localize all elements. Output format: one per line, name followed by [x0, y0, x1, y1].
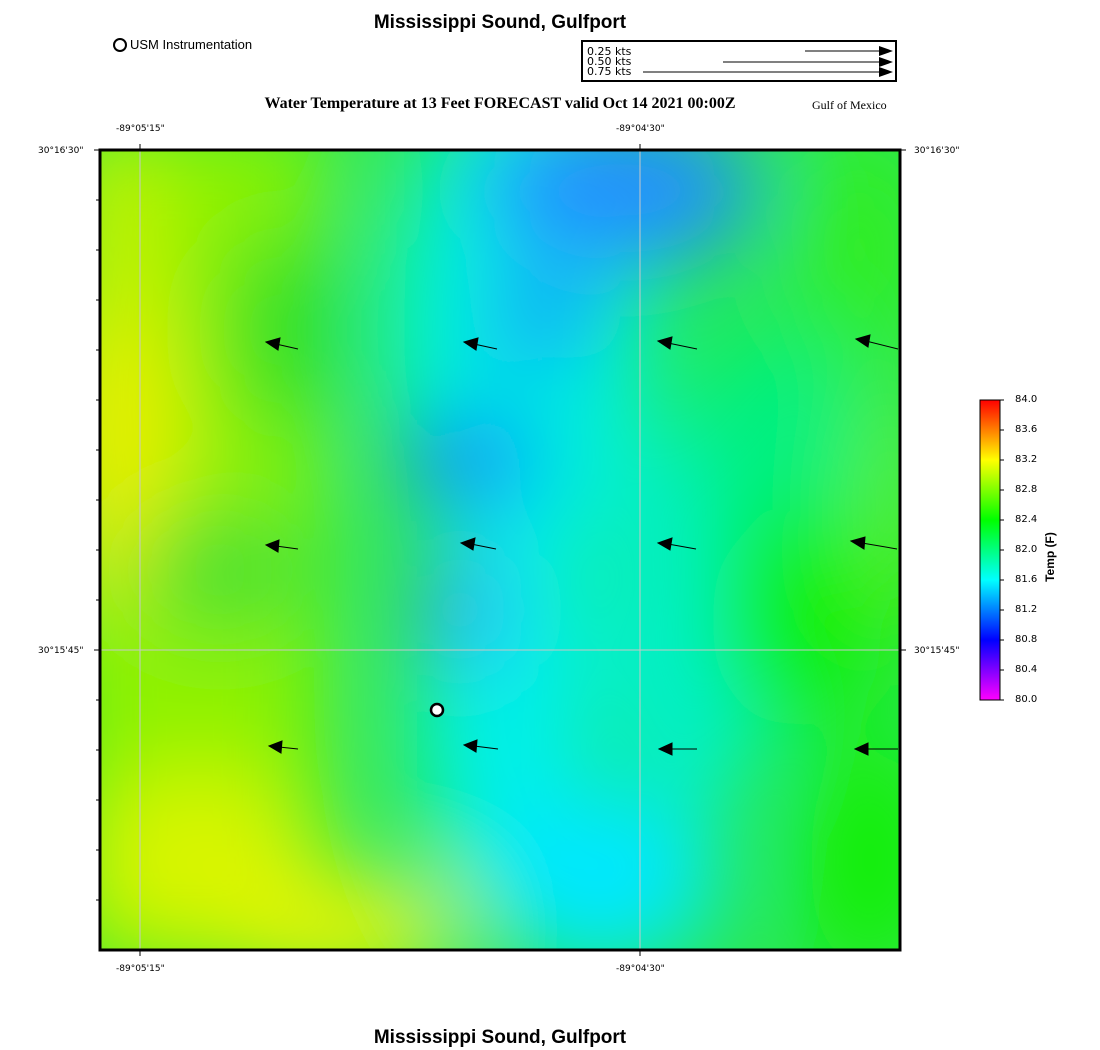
lon-label-bottom-right: -89°04'30" [616, 964, 665, 974]
colorbar-tick: 84.0 [1015, 394, 1038, 405]
colorbar-tick: 81.6 [1015, 574, 1038, 585]
colorbar-tick: 80.8 [1015, 634, 1038, 645]
region-label: Gulf of Mexico [812, 98, 887, 112]
scale-label-075: 0.75 kts [587, 65, 632, 78]
lat-label-left-top: 30°16'30" [38, 146, 84, 156]
colorbar-tick: 83.6 [1015, 424, 1038, 435]
colorbar-tick: 80.4 [1015, 664, 1038, 675]
lon-label-top-right: -89°04'30" [616, 124, 665, 134]
map-title: Mississippi Sound, Gulfport [373, 12, 627, 33]
scale-label-050: 0.50 kts [587, 55, 632, 68]
station-legend-label: USM Instrumentation [130, 37, 253, 52]
lat-label-left-bottom: 30°15'45" [38, 646, 84, 656]
footer-title: Mississippi Sound, Gulfport [373, 1027, 627, 1048]
colorbar-tick: 81.2 [1015, 604, 1038, 615]
colorbar-tick: 82.0 [1015, 544, 1038, 555]
lat-label-right-top: 30°16'30" [914, 146, 960, 156]
lon-label-bottom-left: -89°05'15" [116, 964, 165, 974]
colorbar-tick: 80.0 [1015, 694, 1038, 705]
colorbar-title: Temp (F) [1043, 532, 1057, 582]
usm-station-marker[interactable] [431, 704, 443, 716]
forecast-title: Water Temperature at 13 Feet FORECAST valid Oct 14 2021 00:00Z [264, 95, 736, 112]
temperature-field [40, 70, 930, 980]
lat-label-right-bottom: 30°15'45" [914, 646, 960, 656]
colorbar-tick: 83.2 [1015, 454, 1038, 465]
temperature-colorbar [980, 400, 1004, 700]
colorbar-tick: 82.8 [1015, 484, 1038, 495]
scale-label-025: 0.25 kts [587, 45, 632, 58]
colorbar-tick: 82.4 [1015, 514, 1038, 525]
lon-label-top-left: -89°05'15" [116, 124, 165, 134]
